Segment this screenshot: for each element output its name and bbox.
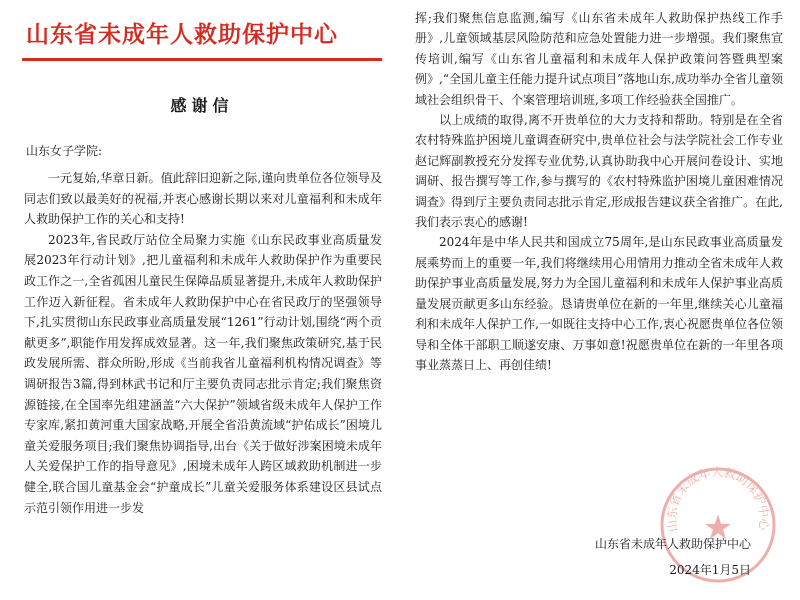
salutation: 山东女子学院:	[26, 144, 103, 158]
seal-star-icon: ★	[702, 508, 734, 548]
right-column	[415, 0, 783, 600]
org-header-title: 山东省未成年人救助保护中心	[26, 22, 338, 48]
seal-text: 山东省未成年人救助保护中心	[664, 465, 772, 534]
paragraph: 以上成绩的取得,离不开贵单位的大力支持和帮助。特别是在全省农村特殊监护困境儿童调查研究中,贵单位社会与法学院社会工作专业赵记辉副教授充分发挥专业优势,认真协助我中心开展问卷设计、实地调研、报告撰写等工作,参与撰写的《农村特殊监护困境儿童困难情况调查》得到厅主要负责同志批示肯定,形成报告建议获全省推广。在此,我们表示衷心的感谢!	[415, 113, 783, 230]
letter-body-left	[24, 168, 382, 518]
paragraph: 一元复始,华章日新。值此辞旧迎新之际,谨向贵单位各位领导及同志们致以最美好的祝福,并衷心感谢长期以来对儿童福利和未成年人救助保护工作的关心和支持!	[24, 171, 382, 227]
signature-org: 山东省未成年人救助保护中心	[594, 537, 751, 551]
header-divider	[22, 58, 382, 61]
paragraph-continued: 挥;我们聚焦信息监测,编写《山东省未成年人救助保护热线工作手册》,儿童领域基层风险防范和应急处置能力进一步增强。我们聚焦宣传培训,编写《山东省儿童福利和未成年人保护政策问答暨典型案例》,“全国儿童主任能力提升试点项目”落地山东,成功举办全省儿童领域社会组织骨干、个案管理培训班,多项工作经验获全国推广。	[415, 11, 783, 107]
signature-date: 2024年1月5日	[669, 563, 751, 577]
letter-body-right	[415, 8, 783, 375]
left-column	[20, 0, 384, 600]
paragraph: 2023年,省民政厅站位全局聚力实施《山东民政事业高质量发展2023年行动计划》,把儿童福利和未成年人救助保护作为重要民政工作之一,全省孤困儿童民生保障品质显著提升,未成年人救助保护工作迈入新征程。省未成年人救助保护中心在省民政厅的坚强领导下,扎实贯彻山东民政事业高质量发展“1261”行动计划,围绕“两个贡献更多”,职能作用发挥成效显著。这一年,我们聚焦政策研究,基于民政发展所需、群众所盼,形成《当前我省儿童福利机构情况调查》等调研报告3篇,得到林武书记和厅主要负责同志批示肯定;我们聚焦资源链接,在全国率先组建涵盖“六大保护”领域省级未成年人保护工作专家库,紧扣黄河重大国家战略,开展全省沿黄流域“护佑成长”困境儿童关爱服务项目;我们聚焦协调指导,出台《关于做好涉案困境未成年人关爱保护工作的指导意见》,困境未成年人跨区域救助机制进一步健全,联合国儿童基金会“护童成长”儿童关爱服务体系建设区县试点示范引领作用进一步发	[24, 232, 382, 515]
signature-block	[595, 531, 751, 583]
paragraph: 2024年是中华人民共和国成立75周年,是山东民政事业高质量发展乘势而上的重要一年,我们将继续用心用情用力推动全省未成年人救助保护事业高质量发展,努力为全国儿童福利和未成年人保护事业高质量发展贡献更多山东经验。恳请贵单位在新的一年里,继续关心儿童福利和未成年人保护工作,一如既往支持中心工作,衷心祝愿贵单位各位领导和全体干部职工顺遂安康、万事如意!祝愿贵单位在新的一年里各项事业蒸蒸日上、再创佳绩!	[415, 235, 783, 372]
letter-title: 感谢信	[170, 96, 234, 115]
